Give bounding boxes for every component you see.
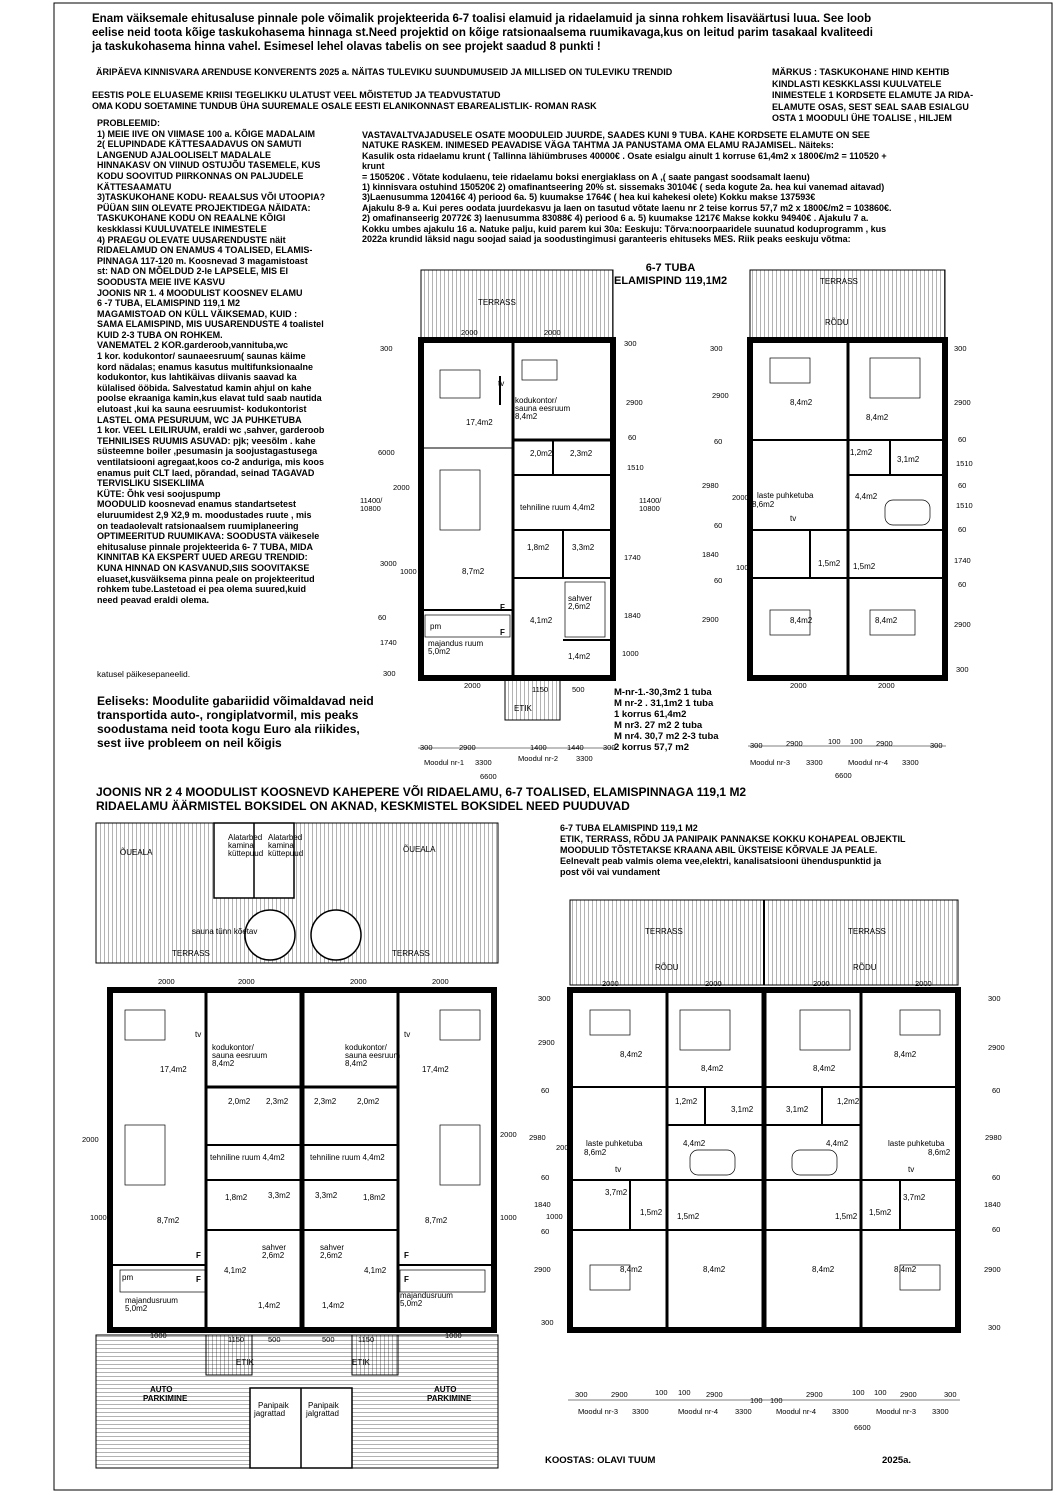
svg-text:4,4m2: 4,4m2 bbox=[683, 1139, 706, 1148]
svg-text:2980: 2980 bbox=[702, 481, 719, 490]
svg-text:RÕDU: RÕDU bbox=[853, 963, 877, 972]
svg-text:1000: 1000 bbox=[546, 1212, 563, 1221]
svg-text:2000: 2000 bbox=[813, 979, 830, 988]
svg-text:17,4m2: 17,4m2 bbox=[160, 1065, 187, 1074]
terrace-hatch bbox=[421, 270, 613, 340]
svg-text:3,3m2: 3,3m2 bbox=[268, 1191, 291, 1200]
svg-text:Alatarbedkaminaküttepuud: Alatarbed kamina küttepuud bbox=[268, 833, 304, 858]
svg-text:100: 100 bbox=[655, 1388, 668, 1397]
svg-text:300: 300 bbox=[541, 1318, 554, 1327]
svg-text:60: 60 bbox=[992, 1173, 1001, 1182]
plan1-title: 6-7 TUBA ELAMISPIND 119,1M2 bbox=[614, 262, 728, 287]
svg-text:100: 100 bbox=[850, 737, 863, 746]
svg-text:2,0m2: 2,0m2 bbox=[228, 1097, 251, 1106]
svg-text:3,7m2: 3,7m2 bbox=[903, 1193, 926, 1202]
terrace-label: TERRASS bbox=[478, 298, 516, 307]
svg-text:6600: 6600 bbox=[854, 1423, 871, 1432]
svg-text:Moodul nr-3: Moodul nr-3 bbox=[750, 758, 791, 767]
svg-text:2000: 2000 bbox=[732, 493, 749, 502]
svg-text:2,0m2: 2,0m2 bbox=[357, 1097, 380, 1106]
svg-text:500: 500 bbox=[572, 685, 585, 694]
svg-text:60: 60 bbox=[541, 1086, 550, 1095]
svg-text:laste puhketuba8,6m2: laste puhketuba 8,6m2 bbox=[584, 1139, 643, 1157]
svg-text:60: 60 bbox=[958, 435, 967, 444]
svg-text:60: 60 bbox=[378, 613, 387, 622]
svg-text:2000: 2000 bbox=[556, 1143, 573, 1152]
svg-text:2,3m2: 2,3m2 bbox=[314, 1097, 337, 1106]
svg-text:60: 60 bbox=[714, 576, 723, 585]
svg-text:2,3m2: 2,3m2 bbox=[570, 449, 593, 458]
svg-text:8,4m2: 8,4m2 bbox=[894, 1265, 917, 1274]
svg-text:2900: 2900 bbox=[459, 743, 476, 752]
svg-text:pm: pm bbox=[122, 1273, 134, 1282]
svg-text:sahver2,6m2: sahver 2,6m2 bbox=[262, 1243, 287, 1260]
svg-text:Moodul nr-1: Moodul nr-1 bbox=[424, 758, 465, 767]
svg-text:60: 60 bbox=[714, 521, 723, 530]
svg-text:3300: 3300 bbox=[902, 758, 919, 767]
svg-text:F: F bbox=[404, 1251, 409, 1260]
svg-text:tv: tv bbox=[404, 1030, 411, 1039]
svg-text:1510: 1510 bbox=[956, 459, 973, 468]
technical-room: tehniline ruum 4,4m2 bbox=[520, 503, 595, 512]
svg-text:AUTOPARKIMINE: AUTO PARKIMINE bbox=[427, 1385, 472, 1403]
svg-text:8,4m2: 8,4m2 bbox=[620, 1050, 643, 1059]
svg-text:pm: pm bbox=[430, 622, 442, 631]
svg-text:100: 100 bbox=[678, 1388, 691, 1397]
svg-text:300: 300 bbox=[383, 669, 396, 678]
svg-text:2000: 2000 bbox=[82, 1135, 99, 1144]
svg-text:sauna tünn kõetav: sauna tünn kõetav bbox=[192, 927, 258, 936]
svg-text:tv: tv bbox=[908, 1165, 915, 1174]
svg-text:11400/10800: 11400/ 10800 bbox=[360, 496, 383, 513]
svg-text:2900: 2900 bbox=[988, 1043, 1005, 1052]
living-area: 17,4m2 bbox=[466, 418, 493, 427]
svg-text:2000: 2000 bbox=[705, 979, 722, 988]
svg-text:Alatarbedkaminaküttepuud: Alatarbed kamina küttepuud bbox=[228, 833, 264, 858]
svg-text:3300: 3300 bbox=[932, 1407, 949, 1416]
svg-text:3300: 3300 bbox=[475, 758, 492, 767]
svg-text:1,5m2: 1,5m2 bbox=[818, 559, 841, 568]
svg-text:8,4m2: 8,4m2 bbox=[875, 616, 898, 625]
svg-text:2900: 2900 bbox=[900, 1390, 917, 1399]
svg-text:60: 60 bbox=[958, 481, 967, 490]
svg-text:8,4m2: 8,4m2 bbox=[790, 398, 813, 407]
svg-text:Moodul nr-4: Moodul nr-4 bbox=[848, 758, 889, 767]
svg-text:2900: 2900 bbox=[534, 1265, 551, 1274]
svg-text:2900: 2900 bbox=[706, 1390, 723, 1399]
svg-text:1000: 1000 bbox=[500, 1213, 517, 1222]
svg-text:1740: 1740 bbox=[380, 638, 397, 647]
svg-text:3300: 3300 bbox=[632, 1407, 649, 1416]
svg-text:1000: 1000 bbox=[622, 649, 639, 658]
svg-text:2000: 2000 bbox=[464, 681, 481, 690]
svg-text:2900: 2900 bbox=[954, 398, 971, 407]
svg-text:Moodul nr-3: Moodul nr-3 bbox=[876, 1407, 917, 1416]
svg-text:ETIK: ETIK bbox=[352, 1358, 370, 1367]
svg-text:500: 500 bbox=[268, 1335, 281, 1344]
svg-text:1,5m2: 1,5m2 bbox=[677, 1212, 700, 1221]
office-label: kodukontor/ sauna eesruum 8,4m2 bbox=[515, 396, 571, 421]
svg-text:300: 300 bbox=[956, 665, 969, 674]
svg-text:500: 500 bbox=[322, 1335, 335, 1344]
svg-text:2000: 2000 bbox=[544, 328, 561, 337]
porch-label: ETIK bbox=[514, 704, 532, 713]
svg-text:2000: 2000 bbox=[158, 977, 175, 986]
svg-text:60: 60 bbox=[958, 525, 967, 534]
svg-text:1840: 1840 bbox=[984, 1200, 1001, 1209]
svg-text:majandus ruum5,0m2: majandus ruum 5,0m2 bbox=[428, 639, 484, 656]
svg-text:3000: 3000 bbox=[380, 559, 397, 568]
svg-text:2900: 2900 bbox=[538, 1038, 555, 1047]
svg-text:8,4m2: 8,4m2 bbox=[812, 1265, 835, 1274]
svg-text:8,4m2: 8,4m2 bbox=[703, 1265, 726, 1274]
svg-text:Moodul nr-3: Moodul nr-3 bbox=[578, 1407, 619, 1416]
svg-text:4,1m2: 4,1m2 bbox=[224, 1266, 247, 1275]
svg-text:6600: 6600 bbox=[835, 771, 852, 780]
svg-text:1,5m2: 1,5m2 bbox=[835, 1212, 858, 1221]
svg-text:8,4m2: 8,4m2 bbox=[620, 1265, 643, 1274]
svg-text:1,4m2: 1,4m2 bbox=[322, 1301, 345, 1310]
svg-text:3,3m2: 3,3m2 bbox=[572, 543, 595, 552]
svg-text:8,4m2: 8,4m2 bbox=[790, 616, 813, 625]
svg-text:4,4m2: 4,4m2 bbox=[855, 492, 878, 501]
svg-text:1840: 1840 bbox=[702, 550, 719, 559]
svg-text:kodukontor/sauna eesruum8,4m2: kodukontor/ sauna eesruum 8,4m2 bbox=[345, 1043, 401, 1068]
plan1-upper-floor bbox=[702, 270, 973, 780]
svg-text:tv: tv bbox=[195, 1030, 202, 1039]
svg-text:300: 300 bbox=[575, 1390, 588, 1399]
svg-text:Moodul nr-4: Moodul nr-4 bbox=[776, 1407, 817, 1416]
drawing2-title: JOONIS NR 2 4 MOODULIST KOOSNEVD KAHEPERE VÕI RIDAELAMU, 6-7 TOALISED, ELAMISPINNAGA 119,1 M2 RIDAELAMU ÄÄRMISTEL BOKSIDEL ON AKNAD, KESKMISTEL BOKSIDEL NEED PUUDUVAD bbox=[96, 785, 747, 813]
svg-text:tehniline ruum 4,4m2: tehniline ruum 4,4m2 bbox=[310, 1153, 385, 1162]
svg-text:2900: 2900 bbox=[954, 620, 971, 629]
svg-text:2000: 2000 bbox=[500, 1130, 517, 1139]
svg-text:100: 100 bbox=[852, 1388, 865, 1397]
finance-text: VASTAVALTVAJADUSELE OSATE MOODULEID JUURDE, SAADES KUNI 9 TUBA. KAHE KORDSETE ELAMUTE ON SEE NATUKE RASKEM. INIMESED PEAVADISE VÄGA TAHTMA JA PANUSTAMA OMA ELAMU RAJAMISEL. Näiteks: Kasulik osta ridaelamu krunt ( Tallinna lähiümbruses 40000€ . Osate esialgu ainult 1 korruse 61,4m2 x 1800€/m2 = 110520 + krunt = 150520€ . Võtate kodulaenu, teie ridaelamu boksi energiaklass on A ,( saate pangast soodsamalt laenu) 1) kinnisvara ostuhind 150520€ 2) omafinantseering 20% st. sissemaks 30104€ ( seda kogute 2a. hea kui vanemad aitavad) 3)Laenusumma 120416€ 4) periood 6a. 5) kuumakse 1764€ ( hea kui kahekesi olete) Kokku makse 137593€ Ajakulu 8-9 a. Kui peres oodata juurdekasvu ja laen on tasutud võtate laenu nr 2 teise korrus 57,7 m2 x 1800€/m2 = 103860€. 2) omafinanseerig 20772€ 3) laenusumma 83088€ 4) periood 6 a. 5) kuumakse 1217€ Makse kokku 94940€ . Ajakulu 7 a. Kokku umbes ajakulu 16 a. Natuke palju, kuid parem kui 30a: Eeskuju: Tõrva:noorpaaridele suunatud koduprogramm , kus 2022a krundid läksid nagu soojad saiad ja soodustingimusi garanteeris ehituseks MES. Riik peaks eeskuju võtma: bbox=[362, 130, 892, 245]
svg-text:17,4m2: 17,4m2 bbox=[422, 1065, 449, 1074]
svg-text:100: 100 bbox=[750, 1396, 763, 1405]
svg-text:sahver2,6m2: sahver 2,6m2 bbox=[320, 1243, 345, 1260]
svg-text:1,8m2: 1,8m2 bbox=[527, 543, 550, 552]
tv-label: tv bbox=[498, 379, 505, 388]
svg-text:3,1m2: 3,1m2 bbox=[731, 1105, 754, 1114]
svg-text:3300: 3300 bbox=[576, 754, 593, 763]
svg-text:2000: 2000 bbox=[238, 977, 255, 986]
svg-text:F: F bbox=[500, 628, 505, 637]
svg-text:100: 100 bbox=[828, 737, 841, 746]
svg-text:60: 60 bbox=[992, 1225, 1001, 1234]
svg-text:tv: tv bbox=[615, 1165, 622, 1174]
svg-text:3,3m2: 3,3m2 bbox=[315, 1191, 338, 1200]
svg-text:F: F bbox=[404, 1275, 409, 1284]
svg-text:300: 300 bbox=[710, 344, 723, 353]
svg-text:Panipaikjalgrattad: Panipaik jalgrattad bbox=[306, 1401, 339, 1418]
svg-text:TERRASS: TERRASS bbox=[172, 949, 210, 958]
svg-text:60: 60 bbox=[992, 1086, 1001, 1095]
year: 2025a. bbox=[882, 1455, 912, 1466]
svg-text:2900: 2900 bbox=[611, 1390, 628, 1399]
svg-text:60: 60 bbox=[541, 1227, 550, 1236]
svg-text:TERRASS: TERRASS bbox=[848, 927, 886, 936]
svg-text:ÕUEALA: ÕUEALA bbox=[403, 845, 436, 854]
svg-text:8,4m2: 8,4m2 bbox=[866, 413, 889, 422]
svg-text:1840: 1840 bbox=[534, 1200, 551, 1209]
svg-text:2900: 2900 bbox=[712, 391, 729, 400]
svg-text:2900: 2900 bbox=[984, 1265, 1001, 1274]
note-text: MÄRKUS : TASKUKOHANE HIND KEHTIB KINDLASTI KESKKLASSI KUULVATELE INIMESTELE 1 KORDSETE ELAMUTE JA RIDA- ELAMUTE OSAS, SEST SEAL SAAB ESIALGU OSTA 1 MOODULI ÜHE TOALISE , HILJEM bbox=[772, 67, 974, 123]
svg-text:1,4m2: 1,4m2 bbox=[568, 652, 591, 661]
plan2-note: 6-7 TUBA ELAMISPIND 119,1 M2 ETIK, TERRASS, RÕDU JA PANIPAIK PANNAKSE KOKKU KOHAPEAL OBJEKTIL MOODULID TÕSTETAKSE KRAANA ABIL ÜKSTEISE KÕRVALE JA PEALE. Eelnevalt peab valmis olema vee,elektri, kanalisatsiooni ühenduspunktid ja post või vai vundament bbox=[560, 823, 906, 877]
svg-text:2000: 2000 bbox=[878, 681, 895, 690]
svg-text:1,4m2: 1,4m2 bbox=[258, 1301, 281, 1310]
svg-text:3300: 3300 bbox=[832, 1407, 849, 1416]
svg-text:2980: 2980 bbox=[985, 1133, 1002, 1142]
svg-text:1000: 1000 bbox=[445, 1331, 462, 1340]
svg-text:F: F bbox=[196, 1251, 201, 1260]
svg-text:laste puhketuba8,6m2: laste puhketuba 8,6m2 bbox=[752, 491, 814, 509]
crisis-text: EESTIS POLE ELUASEME KRIISI TEGELIKKU ULATUST VEEL MÕISTETUD JA TEADVUSTATUD OMA KODU SOETAMINE TUNDUB ÜHA SUUREMALE OSALE EESTI ELANIKONNAST EBAREALISTLIK- ROMAN RASK bbox=[92, 90, 597, 111]
module-table: M-nr-1.-30,3m2 1 tuba M nr-2 . 31,1m2 1 tuba 1 korrus 61,4m2 M nr3. 27 m2 2 tuba M nr4. 30,7 m2 2-3 tuba 2 korrus 57,7 m2 bbox=[614, 687, 719, 753]
svg-text:300: 300 bbox=[954, 344, 967, 353]
svg-text:2000: 2000 bbox=[790, 681, 807, 690]
svg-text:1740: 1740 bbox=[624, 553, 641, 562]
svg-text:300: 300 bbox=[380, 344, 393, 353]
svg-text:4,4m2: 4,4m2 bbox=[826, 1139, 849, 1148]
svg-text:Moodul nr-4: Moodul nr-4 bbox=[678, 1407, 719, 1416]
svg-text:60: 60 bbox=[714, 437, 723, 446]
svg-text:8,4m2: 8,4m2 bbox=[813, 1064, 836, 1073]
svg-text:300: 300 bbox=[538, 994, 551, 1003]
svg-text:100: 100 bbox=[770, 1396, 783, 1405]
svg-text:1000: 1000 bbox=[90, 1213, 107, 1222]
svg-text:ETIK: ETIK bbox=[236, 1358, 254, 1367]
svg-text:1150: 1150 bbox=[532, 685, 549, 694]
svg-text:300: 300 bbox=[944, 1390, 957, 1399]
svg-text:3,7m2: 3,7m2 bbox=[605, 1188, 628, 1197]
solar-text: katusel päikesepaneelid. bbox=[97, 669, 191, 679]
svg-text:60: 60 bbox=[958, 580, 967, 589]
svg-text:F: F bbox=[196, 1275, 201, 1284]
svg-text:8,4m2: 8,4m2 bbox=[701, 1064, 724, 1073]
intro-text: Enam väiksemale ehitusaluse pinnale pole võimalik projekteerida 6-7 toalisi elamuid ja ridaelamuid ja sinna rohkem lisaväärtusi luua. See loob eelise neid toota kõige taskukohasema hinnaga st.Need projektid on kõige ratsionaalsema ruumikavaga,kus on leitud parim tasakaal kvaliteedi ja taskukohasema hinna vahel. Esimesel lehel olavas tabelis on see projekt saadud 8 punkti ! bbox=[92, 13, 873, 53]
svg-text:1,2m2: 1,2m2 bbox=[675, 1097, 698, 1106]
svg-text:majandusruum5,0m2: majandusruum 5,0m2 bbox=[125, 1296, 178, 1313]
svg-text:1,2m2: 1,2m2 bbox=[837, 1097, 860, 1106]
balcony-label: RÕDU bbox=[825, 318, 849, 327]
svg-text:2000: 2000 bbox=[350, 977, 367, 986]
svg-text:1150: 1150 bbox=[358, 1335, 375, 1344]
svg-text:2900: 2900 bbox=[626, 398, 643, 407]
svg-text:2000: 2000 bbox=[602, 979, 619, 988]
svg-text:Panipaikjagrattad: Panipaik jagrattad bbox=[254, 1401, 289, 1418]
svg-text:RÕDU: RÕDU bbox=[655, 963, 679, 972]
svg-text:8,7m2: 8,7m2 bbox=[157, 1216, 180, 1225]
svg-text:2900: 2900 bbox=[786, 739, 803, 748]
svg-text:8,4m2: 8,4m2 bbox=[894, 1050, 917, 1059]
svg-text:1150: 1150 bbox=[228, 1335, 245, 1344]
plan2-upper-floor bbox=[529, 900, 1005, 1432]
svg-text:F: F bbox=[500, 603, 505, 612]
conference-text: ÄRIPÄEVA KINNISVARA ARENDUSE KONVERENTS 2025 a. NÄITAS TULEVIKU SUUNDUMUSEID JA MILLISED ON TULEVIKU TRENDID bbox=[96, 67, 673, 77]
svg-text:300: 300 bbox=[988, 994, 1001, 1003]
svg-text:2980: 2980 bbox=[529, 1133, 546, 1142]
svg-text:1000: 1000 bbox=[736, 563, 753, 572]
svg-text:kodukontor/sauna eesruum8,4m2: kodukontor/ sauna eesruum 8,4m2 bbox=[212, 1043, 268, 1068]
svg-text:ÕUEALA: ÕUEALA bbox=[120, 848, 153, 857]
plan1-ground-floor bbox=[360, 270, 662, 781]
svg-text:1,5m2: 1,5m2 bbox=[853, 562, 876, 571]
svg-text:4,1m2: 4,1m2 bbox=[530, 616, 553, 625]
svg-text:2,0m2: 2,0m2 bbox=[530, 449, 553, 458]
svg-text:1440: 1440 bbox=[567, 743, 584, 752]
svg-text:1510: 1510 bbox=[956, 501, 973, 510]
svg-text:1740: 1740 bbox=[954, 556, 971, 565]
advantage-text: Eeliseks: Moodulite gabariidid võimaldavad neid transportida auto-, rongiplatvormil, mis peaks soodustama neid toota kogu Euro ala riikides, sest iive probleem on neil kõigis bbox=[97, 694, 374, 750]
author: KOOSTAS: OLAVI TUUM bbox=[545, 1455, 656, 1466]
svg-text:1000: 1000 bbox=[150, 1331, 167, 1340]
svg-text:1,2m2: 1,2m2 bbox=[850, 448, 873, 457]
svg-text:1000: 1000 bbox=[400, 567, 417, 576]
svg-text:300: 300 bbox=[420, 743, 433, 752]
svg-text:2900: 2900 bbox=[876, 739, 893, 748]
svg-text:3300: 3300 bbox=[806, 758, 823, 767]
svg-text:300: 300 bbox=[603, 743, 616, 752]
svg-text:2,3m2: 2,3m2 bbox=[266, 1097, 289, 1106]
svg-text:300: 300 bbox=[930, 741, 943, 750]
svg-text:TERRASS: TERRASS bbox=[820, 277, 858, 286]
svg-text:4,1m2: 4,1m2 bbox=[364, 1266, 387, 1275]
svg-text:TERRASS: TERRASS bbox=[392, 949, 430, 958]
svg-text:8,7m2: 8,7m2 bbox=[425, 1216, 448, 1225]
svg-text:3300: 3300 bbox=[735, 1407, 752, 1416]
svg-text:3,1m2: 3,1m2 bbox=[786, 1105, 809, 1114]
svg-text:1,5m2: 1,5m2 bbox=[869, 1208, 892, 1217]
svg-text:laste puhketuba8,6m2: laste puhketuba 8,6m2 bbox=[888, 1139, 951, 1157]
svg-text:majandusruum5,0m2: majandusruum 5,0m2 bbox=[400, 1291, 453, 1308]
svg-text:11400/10800: 11400/ 10800 bbox=[639, 496, 662, 513]
svg-text:300: 300 bbox=[750, 741, 763, 750]
svg-text:60: 60 bbox=[628, 433, 637, 442]
svg-text:1510: 1510 bbox=[627, 463, 644, 472]
svg-text:6600: 6600 bbox=[480, 772, 497, 781]
svg-text:300: 300 bbox=[624, 339, 637, 348]
svg-text:Moodul nr-2: Moodul nr-2 bbox=[518, 754, 559, 763]
svg-text:1,8m2: 1,8m2 bbox=[225, 1193, 248, 1202]
svg-text:60: 60 bbox=[541, 1173, 550, 1182]
kitchen-area: 8,7m2 bbox=[462, 567, 485, 576]
svg-text:TERRASS: TERRASS bbox=[645, 927, 683, 936]
svg-text:1840: 1840 bbox=[624, 611, 641, 620]
svg-text:sahver2,6m2: sahver 2,6m2 bbox=[568, 594, 593, 611]
svg-text:tv: tv bbox=[790, 514, 797, 523]
svg-text:100: 100 bbox=[874, 1388, 887, 1397]
svg-text:1,5m2: 1,5m2 bbox=[640, 1208, 663, 1217]
svg-text:1,8m2: 1,8m2 bbox=[363, 1193, 386, 1202]
svg-text:2900: 2900 bbox=[702, 615, 719, 624]
svg-text:AUTOPARKIMINE: AUTO PARKIMINE bbox=[143, 1385, 188, 1403]
svg-text:6000: 6000 bbox=[378, 448, 395, 457]
svg-text:2000: 2000 bbox=[432, 977, 449, 986]
svg-text:2900: 2900 bbox=[806, 1390, 823, 1399]
svg-text:3,1m2: 3,1m2 bbox=[897, 455, 920, 464]
svg-text:1400: 1400 bbox=[530, 743, 547, 752]
svg-text:2000: 2000 bbox=[461, 328, 478, 337]
plan2-ground-floor bbox=[82, 823, 517, 1468]
svg-text:tehniline ruum 4,4m2: tehniline ruum 4,4m2 bbox=[210, 1153, 285, 1162]
problems-text: PROBLEEMID: 1) MEIE IIVE ON VIIMASE 100 a. KÕIGE MADALAIM 2( ELUPINDADE KÄTTESAADAVUS ON SAMUTI LANGENUD AJALOOLISELT MADALALE HINNAKASV ON VIINUD OSTUJÕU TASEMELE, KUS KODU SOOVITUD PIIRKONNAS ON PALJUDELE KÄTTESAAMATU 3)TASKUKOHANE KODU- REAALSUS VÕI UTOOPIA? PÜÜAN SIIN OLEVATE PROJEKTIDEGA NÄIDATA: TASKUKOHANE KODU ON REAALNE KÕIGI keskklassi KUULUVATELE INIMESTELE 4) PRAEGU OLEVATE UUSARENDUSTE näit RIDAELAMUD ON ENAMUS 4 TOALISED, ELAMIS- PINNAGA 117-120 m. Koosnevad 3 magamistoast st: NAD ON MÕELDUD 2-le LAPSELE, MIS EI SOODUSTA MEIE IIVE KASVU JOONIS NR 1. 4 MOODULIST KOOSNEV ELAMU 6 -7 TUBA, ELAMISPIND 119,1 M2 MAGAMISTOAD ON KÜLL VÄIKSEMAD, KUID : SAMA ELAMISPIND, MIS UUSARENDUSTE 4 toalistel KUID 2-3 TUBA ON ROHKEM. VANEMATEL 2 KOR.garderoob,vannituba,wc 1 kor. kodukontor/ saunaeesruum( saunas käime kord nädalas; enamus kasutus multifunksionaalne kodukontor, kus lahtikäivas diivanis saavad ka külalised ööbida. Salvestatud kamin ahjul on kahe poolse ekraaniga kamin,kus elavat tuld saab nautida elutoast ,kui ka sauna eesruumist- kodukontorist LASTEL OMA PESURUUM, WC JA PUHKETUBA 1 kor. VEEL LEILIRUUM, eraldi wc ,sahver, garderoob TEHNILISES RUUMIS ASUVAD: pjk; veesõlm . kahe süsteemne boiler ,pesumasin ja soojustagastusega ventilatsiooni agregaat,koos co-2 anduriga, mis koos enamus puit CLT laed, põrandad, seinad TAGAVAD TERVISLIKU SISEKLIIMA KÜTE: Õhk vesi soojuspump MOODULID koosnevad enamus standartsetest eluruumidest 2,9 X2,9 m. moodustades ruute , mis on teadaolevalt ratsionaalsem ruumiplaneering OPTIMEERITUD RUUMIKAVA: SOODUSTA väikesele ehitusaluse pinnale projekteerida 6- 7 TUBA, MIDA KINNITAB KA EKSPERT UUED AREGU TRENDID: KUNA HINNAD ON KASVANUD,SIIS SOOVITAKSE eluaset,kusväiksema pinna peale on projekteeritud rohkem tube.Lastetoad ei pea olema suured,kuid need peavad eraldi olema. bbox=[97, 118, 326, 605]
svg-text:300: 300 bbox=[988, 1323, 1001, 1332]
svg-text:2000: 2000 bbox=[393, 483, 410, 492]
svg-text:2000: 2000 bbox=[915, 979, 932, 988]
